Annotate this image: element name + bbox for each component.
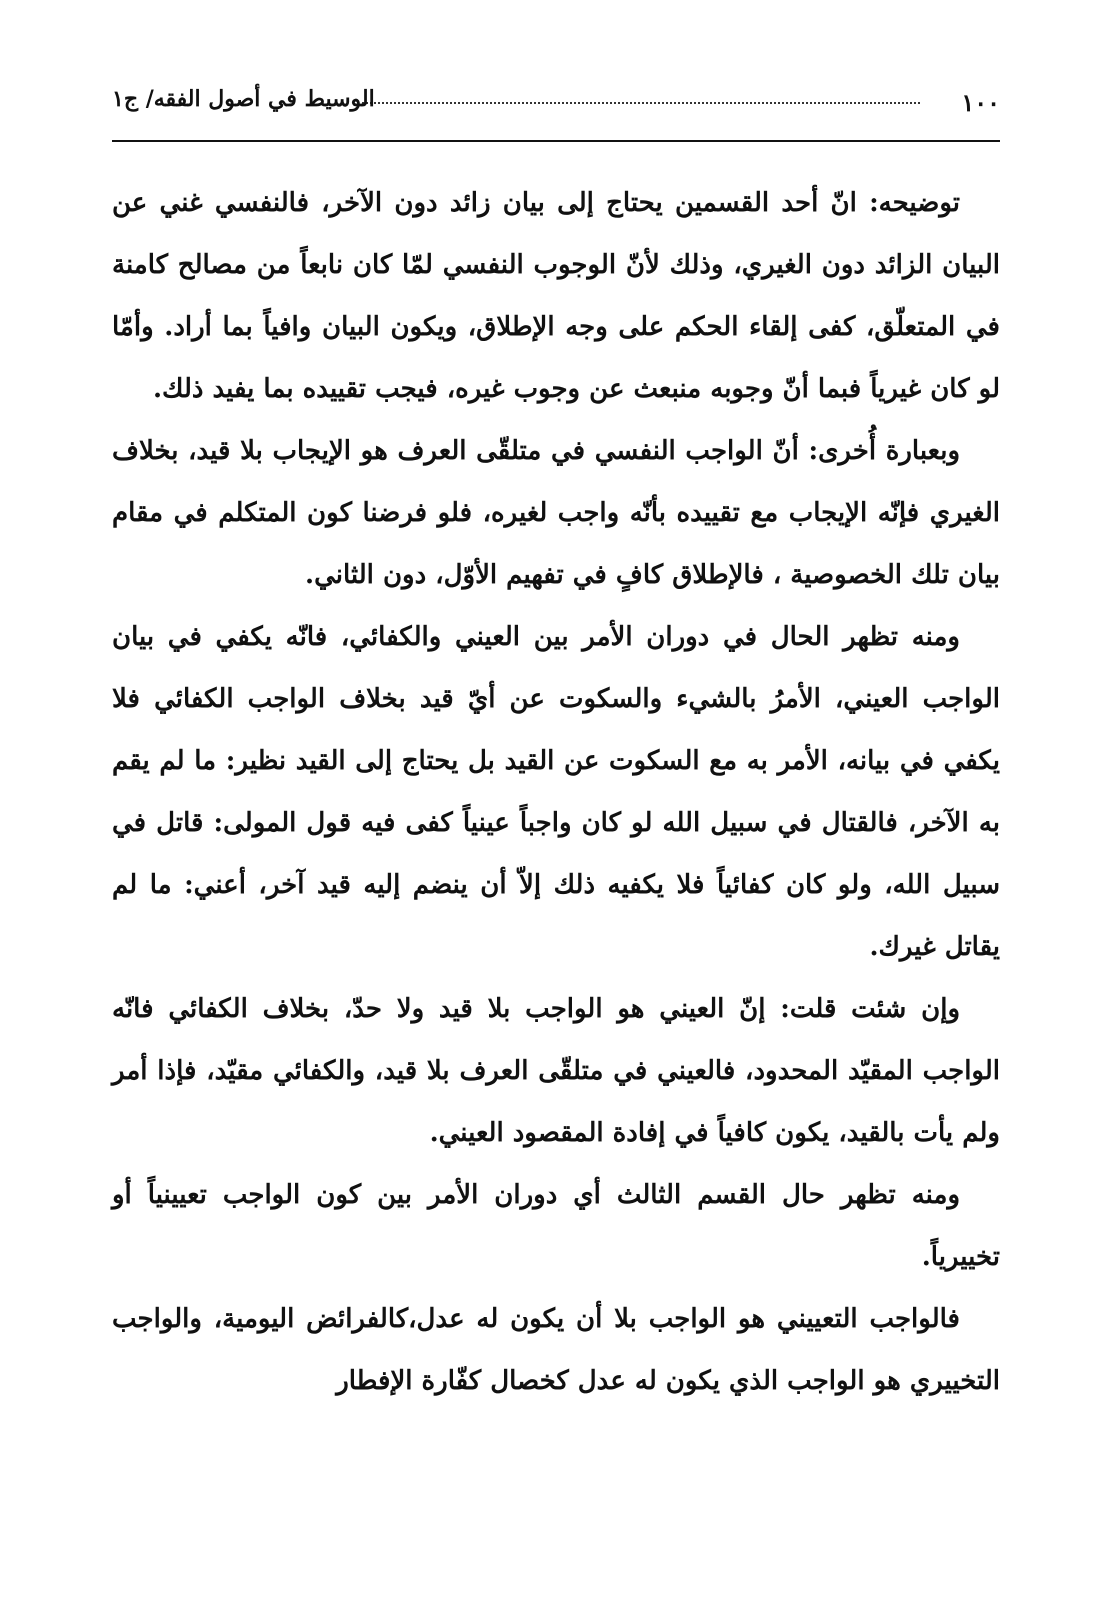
page-header [112, 82, 1000, 122]
paragraph: فالواجب التعييني هو الواجب بلا أن يكون له عدل،كالفرائض اليومية، والواجب التخييري هو الواجب الذي يكون له عدل كخصال كفّارة الإفطار [112, 1304, 1000, 1396]
paragraph: وبعبارة أُخرى: أنّ الواجب النفسي في متلقّى العرف هو الإيجاب بلا قيد، بخلاف الغيري فإنّه الإيجاب مع تقييده بأنّه واجب لغيره، فلو فرضنا كون المتكلم في مقام بيان تلك الخصوصية ، فالإطلاق كافٍ في تفهيم الأوّل، دون الثاني. [112, 436, 1000, 590]
running-title: الوسيط في أصول الفقه/ ج١ [112, 86, 375, 112]
page-number: ١٠٠ [961, 88, 1000, 117]
paragraph: ومنه تظهر حال القسم الثالث أي دوران الأمر بين كون الواجب تعيينياً أو تخييرياً. [112, 1180, 1000, 1272]
header-dot-leader [362, 102, 920, 104]
paragraph: توضيحه: انّ أحد القسمين يحتاج إلى بيان زائد دون الآخر، فالنفسي غني عن البيان الزائد دون الغيري، وذلك لأنّ الوجوب النفسي لمّا كان نابعاً من مصالح كامنة في المتعلّق، كفى إلقاء الحكم على وجه الإطلاق، ويكون البيان وافياً بما أراد. وأمّا لو كان غيرياً فبما أنّ وجوبه منبعث عن وجوب غيره، فيجب تقييده بما يفيد ذلك. [112, 188, 1000, 404]
page-body [112, 172, 1000, 1412]
paragraph: ومنه تظهر الحال في دوران الأمر بين العيني والكفائي، فانّه يكفي في بيان الواجب العيني، الأمرُ بالشيء والسكوت عن أيّ قيد بخلاف الواجب الكفائي فلا يكفي في بيانه، الأمر به مع السكوت عن القيد بل يحتاج إلى القيد نظير: ما لم يقم به الآخر، فالقتال في سبيل الله لو كان واجباً عينياً كفى فيه قول المولى: قاتل في سبيل الله، ولو كان كفائياً فلا يكفيه ذلك إلاّ أن ينضم إليه قيد آخر، أعني: ما لم يقاتل غيرك. [112, 622, 1000, 962]
header-divider [112, 140, 1000, 142]
paragraph: وإن شئت قلت: إنّ العيني هو الواجب بلا قيد ولا حدّ، بخلاف الكفائي فانّه الواجب المقيّد المحدود، فالعيني في متلقّى العرف بلا قيد، والكفائي مقيّد، فإذا أمر ولم يأت بالقيد، يكون كافياً في إفادة المقصود العيني. [112, 994, 1000, 1148]
